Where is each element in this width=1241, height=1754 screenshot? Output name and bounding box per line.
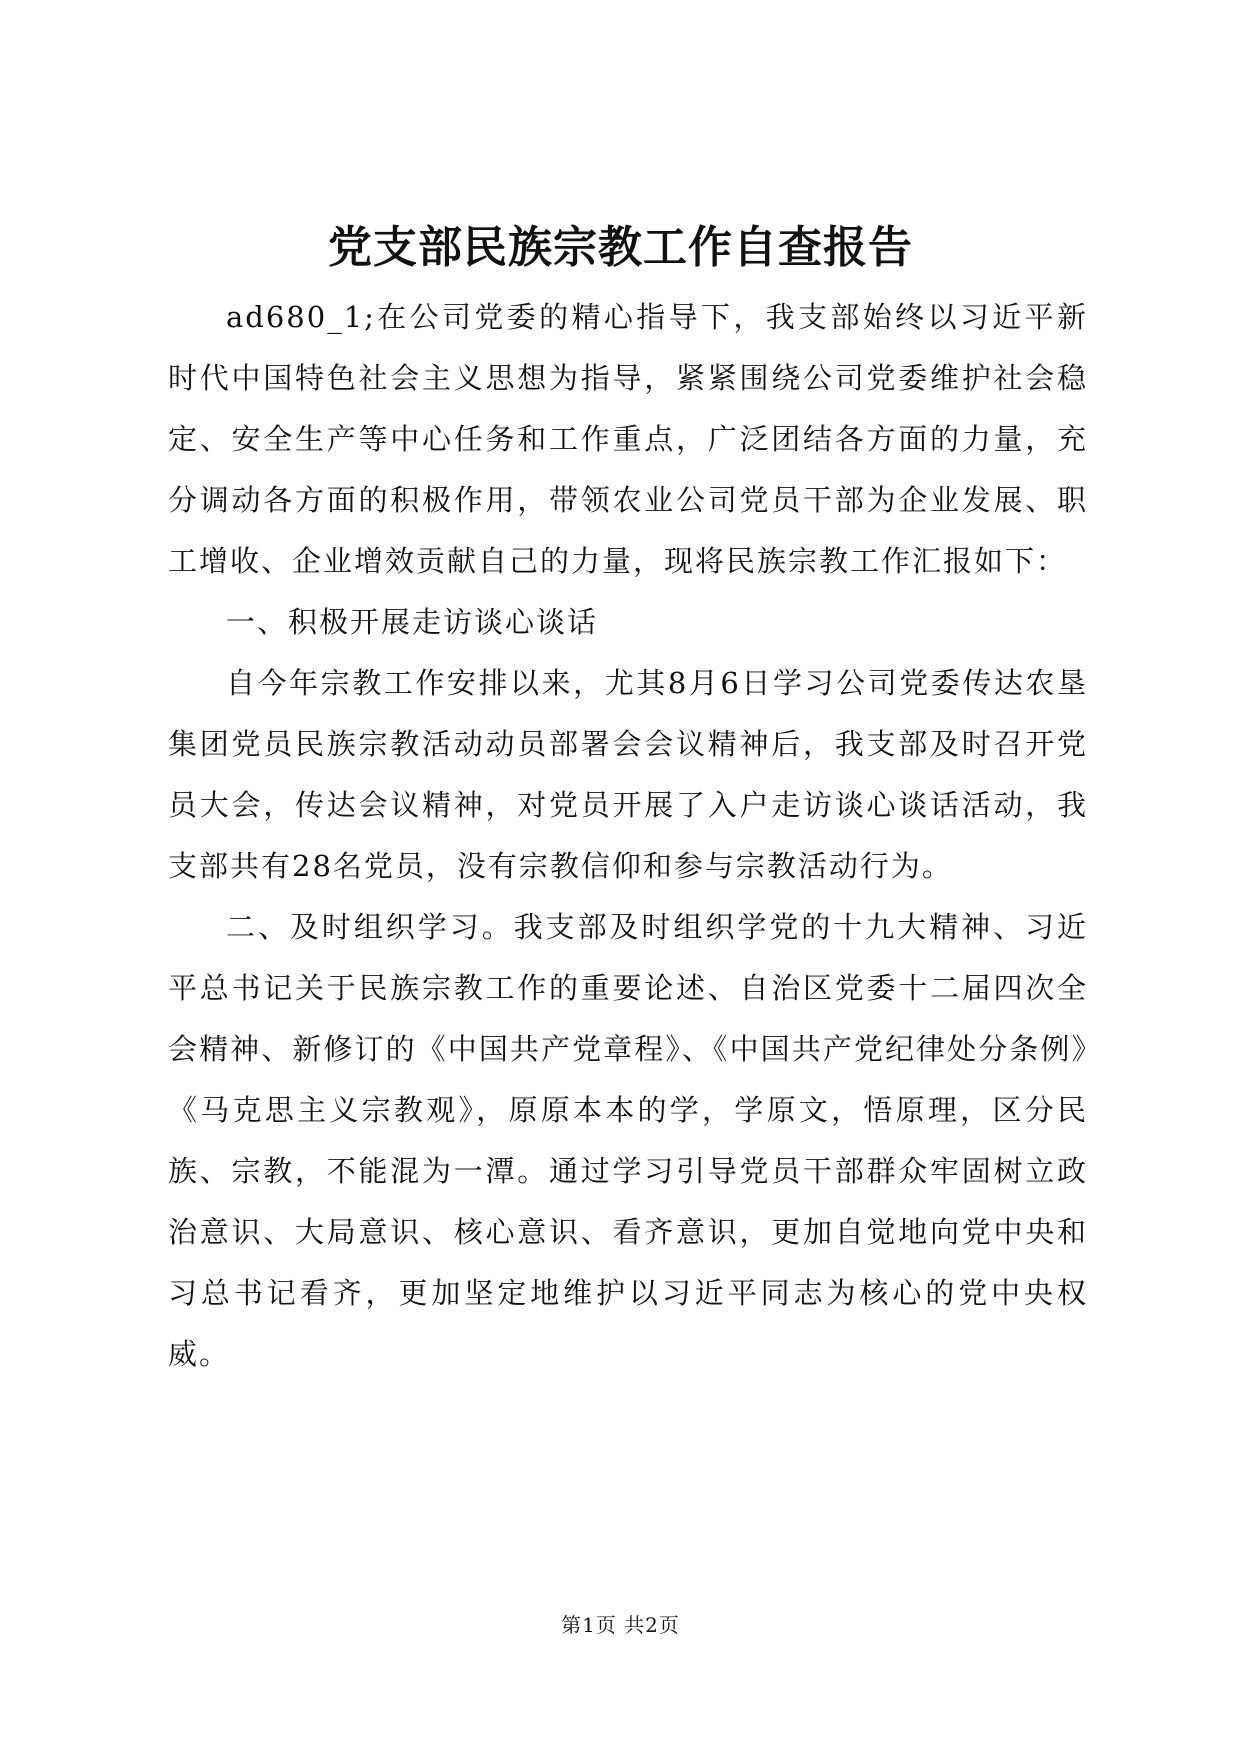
section-heading-1: 一、积极开展走访谈心谈话	[226, 605, 599, 639]
page-footer: 第1页 共2页	[561, 1613, 680, 1637]
section-1-paragraph: 自今年宗教工作安排以来，尤其8月6日学习公司党委传达农垦集团党员民族宗教活动动员部署会会议精神后，我支部及时召开党员大会，传达会议精神，对党员开展了入户走访谈心谈话活动，我支部共有28名党员，没有宗教信仰和参与宗教活动行为。	[168, 666, 1088, 883]
document-title: 党支部民族宗教工作自查报告	[328, 222, 913, 273]
intro-paragraph: ad680_1;在公司党委的精心指导下，我支部始终以习近平新时代中国特色社会主义思想为指导，紧紧围绕公司党委维护社会稳定、安全生产等中心任务和工作重点，广泛团结各方面的力量，充分调动各方面的积极作用，带领农业公司党员干部为企业发展、职工增收、企业增效贡献自己的力量，现将民族宗教工作汇报如下：	[168, 300, 1088, 578]
document-body	[168, 287, 1088, 1385]
section-2-paragraph: 二、及时组织学习。我支部及时组织学党的十九大精神、习近平总书记关于民族宗教工作的重要论述、自治区党委十二届四次全会精神、新修订的《中国共产党章程》、《中国共产党纪律处分条例》《马克思主义宗教观》，原原本本的学，学原文，悟原理，区分民族、宗教，不能混为一潭。通过学习引导党员干部群众牢固树立政治意识、大局意识、核心意识、看齐意识，更加自觉地向党中央和习总书记看齐，更加坚定地维护以习近平同志为核心的党中央权威。	[168, 910, 1088, 1371]
